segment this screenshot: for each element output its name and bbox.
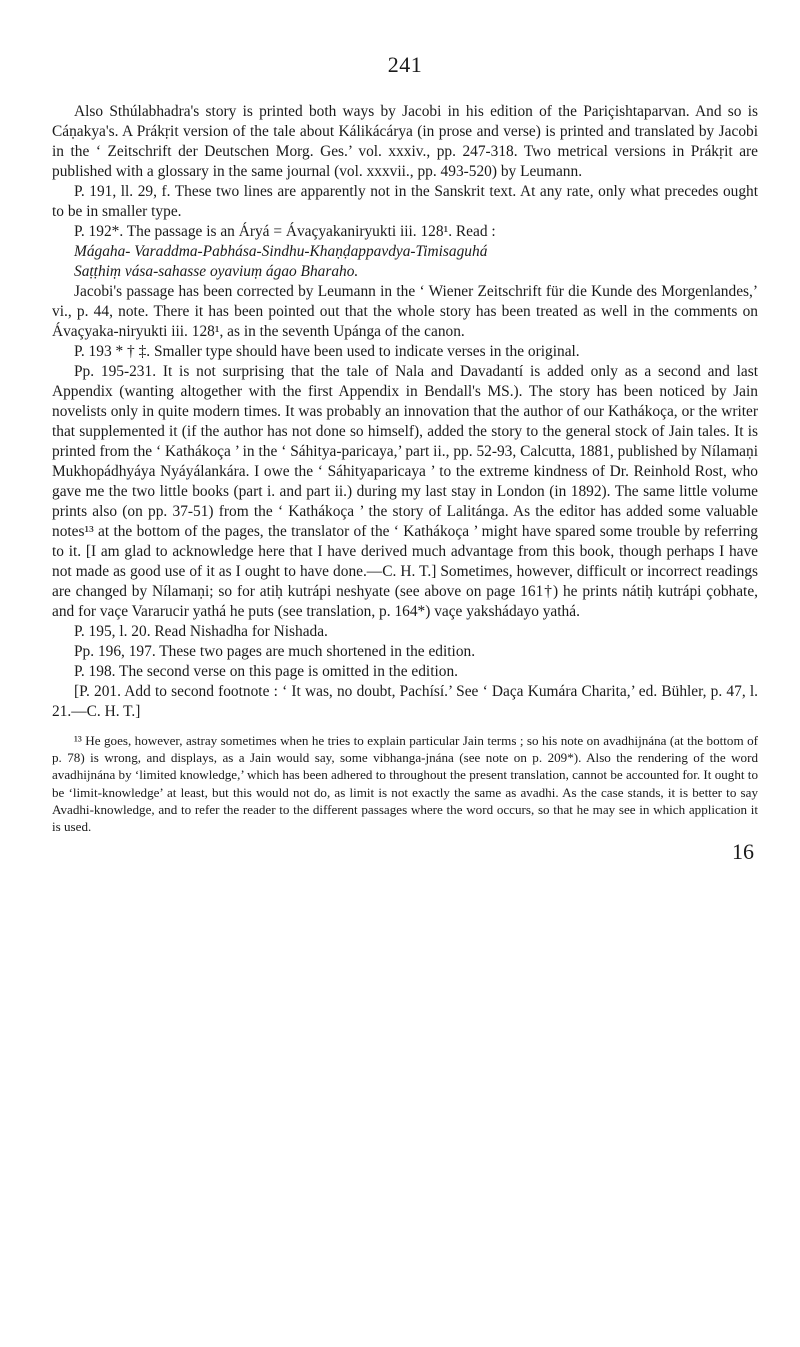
quote-line-1: Mágaha- Varaddma-Pabhása-Sindhu-Khaṇḍappavdya-Timisaguhá	[74, 243, 488, 260]
signature-mark: 16	[732, 839, 754, 865]
paragraph-p198: P. 198. The second verse on this page is omitted in the edition.	[74, 663, 458, 680]
footnote-13: ¹³ He goes, however, astray sometimes when he tries to explain particular Jain terms ; so his note on avadhijnána (at the bottom of p. 78) is wrong, and displays, as a Jain would say, some vibhanga-jnána (see note on p. 209*). Also the rendering of the word avadhijnána by ‘limited knowledge,’ which has been adhered to throughout the present translation, cannot be accounted for. It ought to be ‘limit-knowledge’ at least, but this would not do, as limit is not exactly the same as avadhi. As the case stands, it is better to say Avadhi-knowledge, and to refer the reader to the different passages where the word occurs, so that he may see in which application it is used.	[52, 733, 758, 835]
paragraph-pp195-231: Pp. 195-231. It is not surprising that the tale of Nala and Davadantí is added only as a second and last Appendix (wanting altogether with the first Appendix in Bendall's MS.). The story has been noticed by Jain novelists only in quite modern times. It was probably an innovation that the author of our Kathákoça, or the writer that supplemented it (if the author has not done so himself), added the story to the general stock of Jain tales. It is printed from the ‘ Kathákoça ’ in the ‘ Sáhitya-paricaya,’ part ii., pp. 52-93, Calcutta, 1881, published by Nílamaṇi Mukhopádhyáya Nyáyálankára. I owe the ‘ Sáhityaparicaya ’ to the extreme kindness of Dr. Reinhold Rost, who gave me the two little books (part i. and part ii.) during my last stay in London (in 1892). The same little volume prints also (on pp. 37-51) from the ‘ Kathákoça ’ the story of Lalitánga. As the editor has added some valuable notes¹³ at the bottom of the pages, the translator of the ‘ Kathákoça ’ might have spared some trouble by referring to it. [I am glad to acknowledge here that I have derived much advantage from this book, though perhaps I have not made as good use of it as I ought to have done.—C. H. T.] Sometimes, however, difficult or incorrect readings are changed by Nílamaṇi; so for atiḥ kutrápi neshyate (see above on page 161†) he prints nátiḥ kutrápi çobhate, and for vaçe Vararucir yathá he puts (see translation, p. 164*) vaçe yakshádayo yathá.	[52, 363, 758, 620]
paragraph-p193: P. 193 * † ‡. Smaller type should have been used to indicate verses in the original.	[74, 343, 580, 360]
paragraph-pp196-197: Pp. 196, 197. These two pages are much shortened in the edition.	[74, 643, 476, 660]
paragraph-p191: P. 191, ll. 29, f. These two lines are apparently not in the Sanskrit text. At any rate, only what precedes ought to be in smaller type.	[52, 183, 758, 220]
paragraph-p195: P. 195, l. 20. Read Nishadha for Nishada.	[74, 623, 328, 640]
paragraph-p201: [P. 201. Add to second footnote : ‘ It was, no doubt, Pachísí.’ See ‘ Daça Kumára Charita,’ ed. Bühler, p. 47, l. 21.—C. H. T.]	[52, 683, 758, 720]
paragraph-jacobi-passage: Jacobi's passage has been corrected by Leumann in the ‘ Wiener Zeitschrift für die Kunde des Morgenlandes,’ vi., p. 44, note. There it has been pointed out that the whole story has been treated as well in the comments on Ávaçyaka-niryukti iii. 128¹, as in the seventh Upánga of the canon.	[52, 283, 758, 340]
footnote	[52, 732, 758, 835]
footnote-spacer	[52, 722, 758, 732]
page-number: 241	[387, 52, 423, 77]
paragraph-sthulabhadra: Also Sthúlabhadra's story is printed both ways by Jacobi in his edition of the Pariçishtaparvan. And so is Cáṇakya's. A Prákṛit version of the tale about Kálikácárya (in prose and verse) is printed and translated by Jacobi in the ‘ Zeitschrift der Deutschen Morg. Ges.’ vol. xxxiv., pp. 247-318. Two metrical versions in Prákṛit are published with a glossary in the same journal (vol. xxxvii., pp. 493-520) by Leumann.	[52, 103, 758, 180]
body-text	[52, 102, 758, 722]
paragraph-p192: P. 192*. The passage is an Áryá = Ávaçyakaniryukti iii. 128¹. Read :	[74, 223, 496, 240]
quote-line-2: Saṭṭhiṃ vása-sahasse oyaviuṃ ágao Bharaho.	[74, 263, 359, 280]
